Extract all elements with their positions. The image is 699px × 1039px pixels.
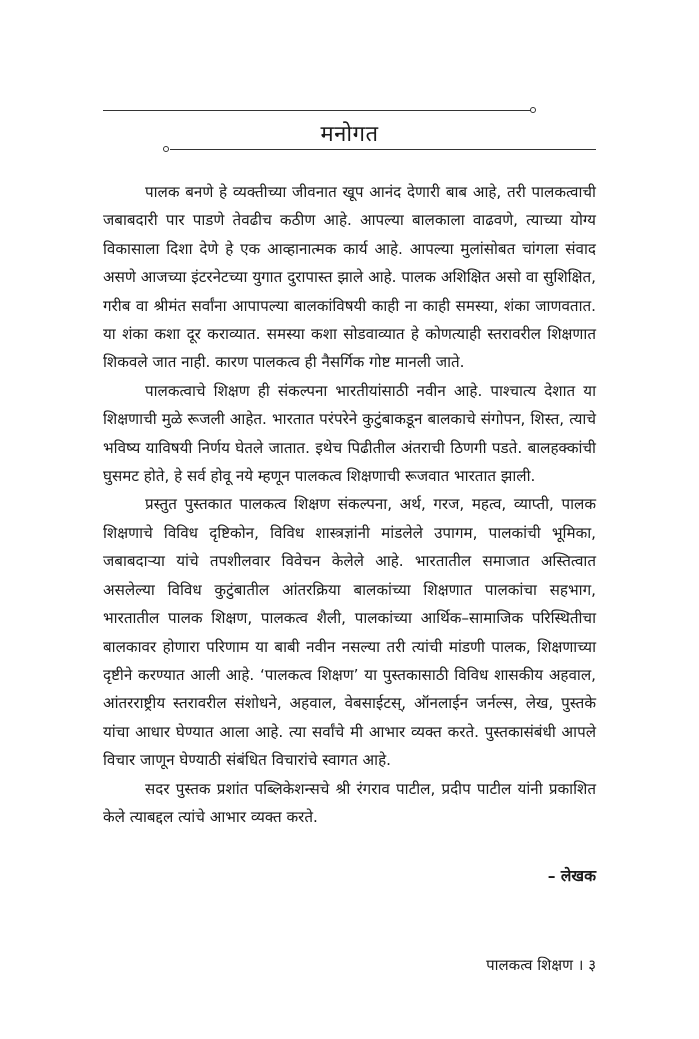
bottom-rule [170,149,596,150]
author-signature: – लेखक [547,867,596,885]
top-rule-end-dot [530,107,536,113]
page-title: मनोगत [320,122,379,147]
paragraph-1: पालक बनणे हे व्यक्तीच्या जीवनात खूप आनंद देणारी बाब आहे, तरी पालकत्वाची जबाबदारी पार पाडणे तेवढीच कठीण आहे. आपल्या बालकाला वाढवणे, त्याच्या योग्य विकासाला दिशा देणे हे एक आव्हानात्मक कार्य आहे. आपल्या मुलांसोबत चांगला संवाद असणे आजच्या इंटरनेटच्या युगात दुरापास्त झाले आहे. पालक अशिक्षित असो वा सुशिक्षित, गरीब वा श्रीमंत सर्वांना आपापल्या बालकांविषयी काही ना काही समस्या, शंका जाणवतात. या शंका कशा दूर कराव्यात. समस्या कशा सोडवाव्यात हे कोणत्याही स्तरावरील शिक्षणात शिकवले जात नाही. कारण पालकत्व ही नैसर्गिक गोष्ट मानली जाते. [103,183,596,372]
top-rule [103,110,531,111]
paragraph-4: सदर पुस्तक प्रशांत पब्लिकेशन्सचे श्री रंगराव पाटील, प्रदीप पाटील यांनी प्रकाशित केले त्याबद्दल त्यांचे आभार व्यक्त करते. [103,779,596,826]
paragraph-2: पालकत्वाचे शिक्षण ही संकल्पना भारतीयांसाठी नवीन आहे. पाश्चात्य देशात या शिक्षणाची मुळे रूजली आहेत. भारतात परंपरेने कुटुंबाकडून बालकाचे संगोपन, शिस्त, त्याचे भविष्य याविषयी निर्णय घेतले जातात. इथेच पिढीतील अंतराची ठिणगी पडते. बालहक्कांची घुसमट होते, हे सर्व होवू नये म्हणून पालकत्व शिक्षणाची रूजवात भारतात झाली. [103,381,596,486]
page-footer: पालकत्व शिक्षण । ३ [486,956,596,974]
paragraph-3: प्रस्तुत पुस्तकात पालकत्व शिक्षण संकल्पना, अर्थ, गरज, महत्व, व्याप्ती, पालक शिक्षणाचे विविध दृष्टिकोन, विविध शास्त्रज्ञांनी मांडलेले उपागम, पालकांची भूमिका, जबाबदाऱ्या यांचे तपशीलवार विवेचन केलेले आहे. भारतातील समाजात अस्तित्वात असलेल्या विविध कुटुंबातील आंतरक्रिया बालकांच्या शिक्षणात पालकांचा सहभाग, भारतातील पालक शिक्षण, पालकत्व शैली, पालकांच्या आर्थिक–सामाजिक परिस्थितीचा बालकावर होणारा परिणाम या बाबी नवीन नसल्या तरी त्यांची मांडणी पालक, शिक्षणाच्या दृष्टीने करण्यात आली आहे. ‘पालकत्व शिक्षण’ या पुस्तकासाठी विविध शासकीय अहवाल, आंतरराष्ट्रीय स्तरावरील संशोधने, अहवाल, वेबसाईटस्, ऑनलाईन जर्नल्स, लेख, पुस्तके यांचा आधार घेण्यात आला आहे. त्या सर्वांचे मी आभार व्यक्त करते. पुस्तकासंबंधी आपले विचार जाणून घेण्याठी संबंधित विचारांचे स्वागत आहे. [103,495,596,770]
bottom-rule-start-dot [163,146,169,152]
body-text [103,178,596,831]
